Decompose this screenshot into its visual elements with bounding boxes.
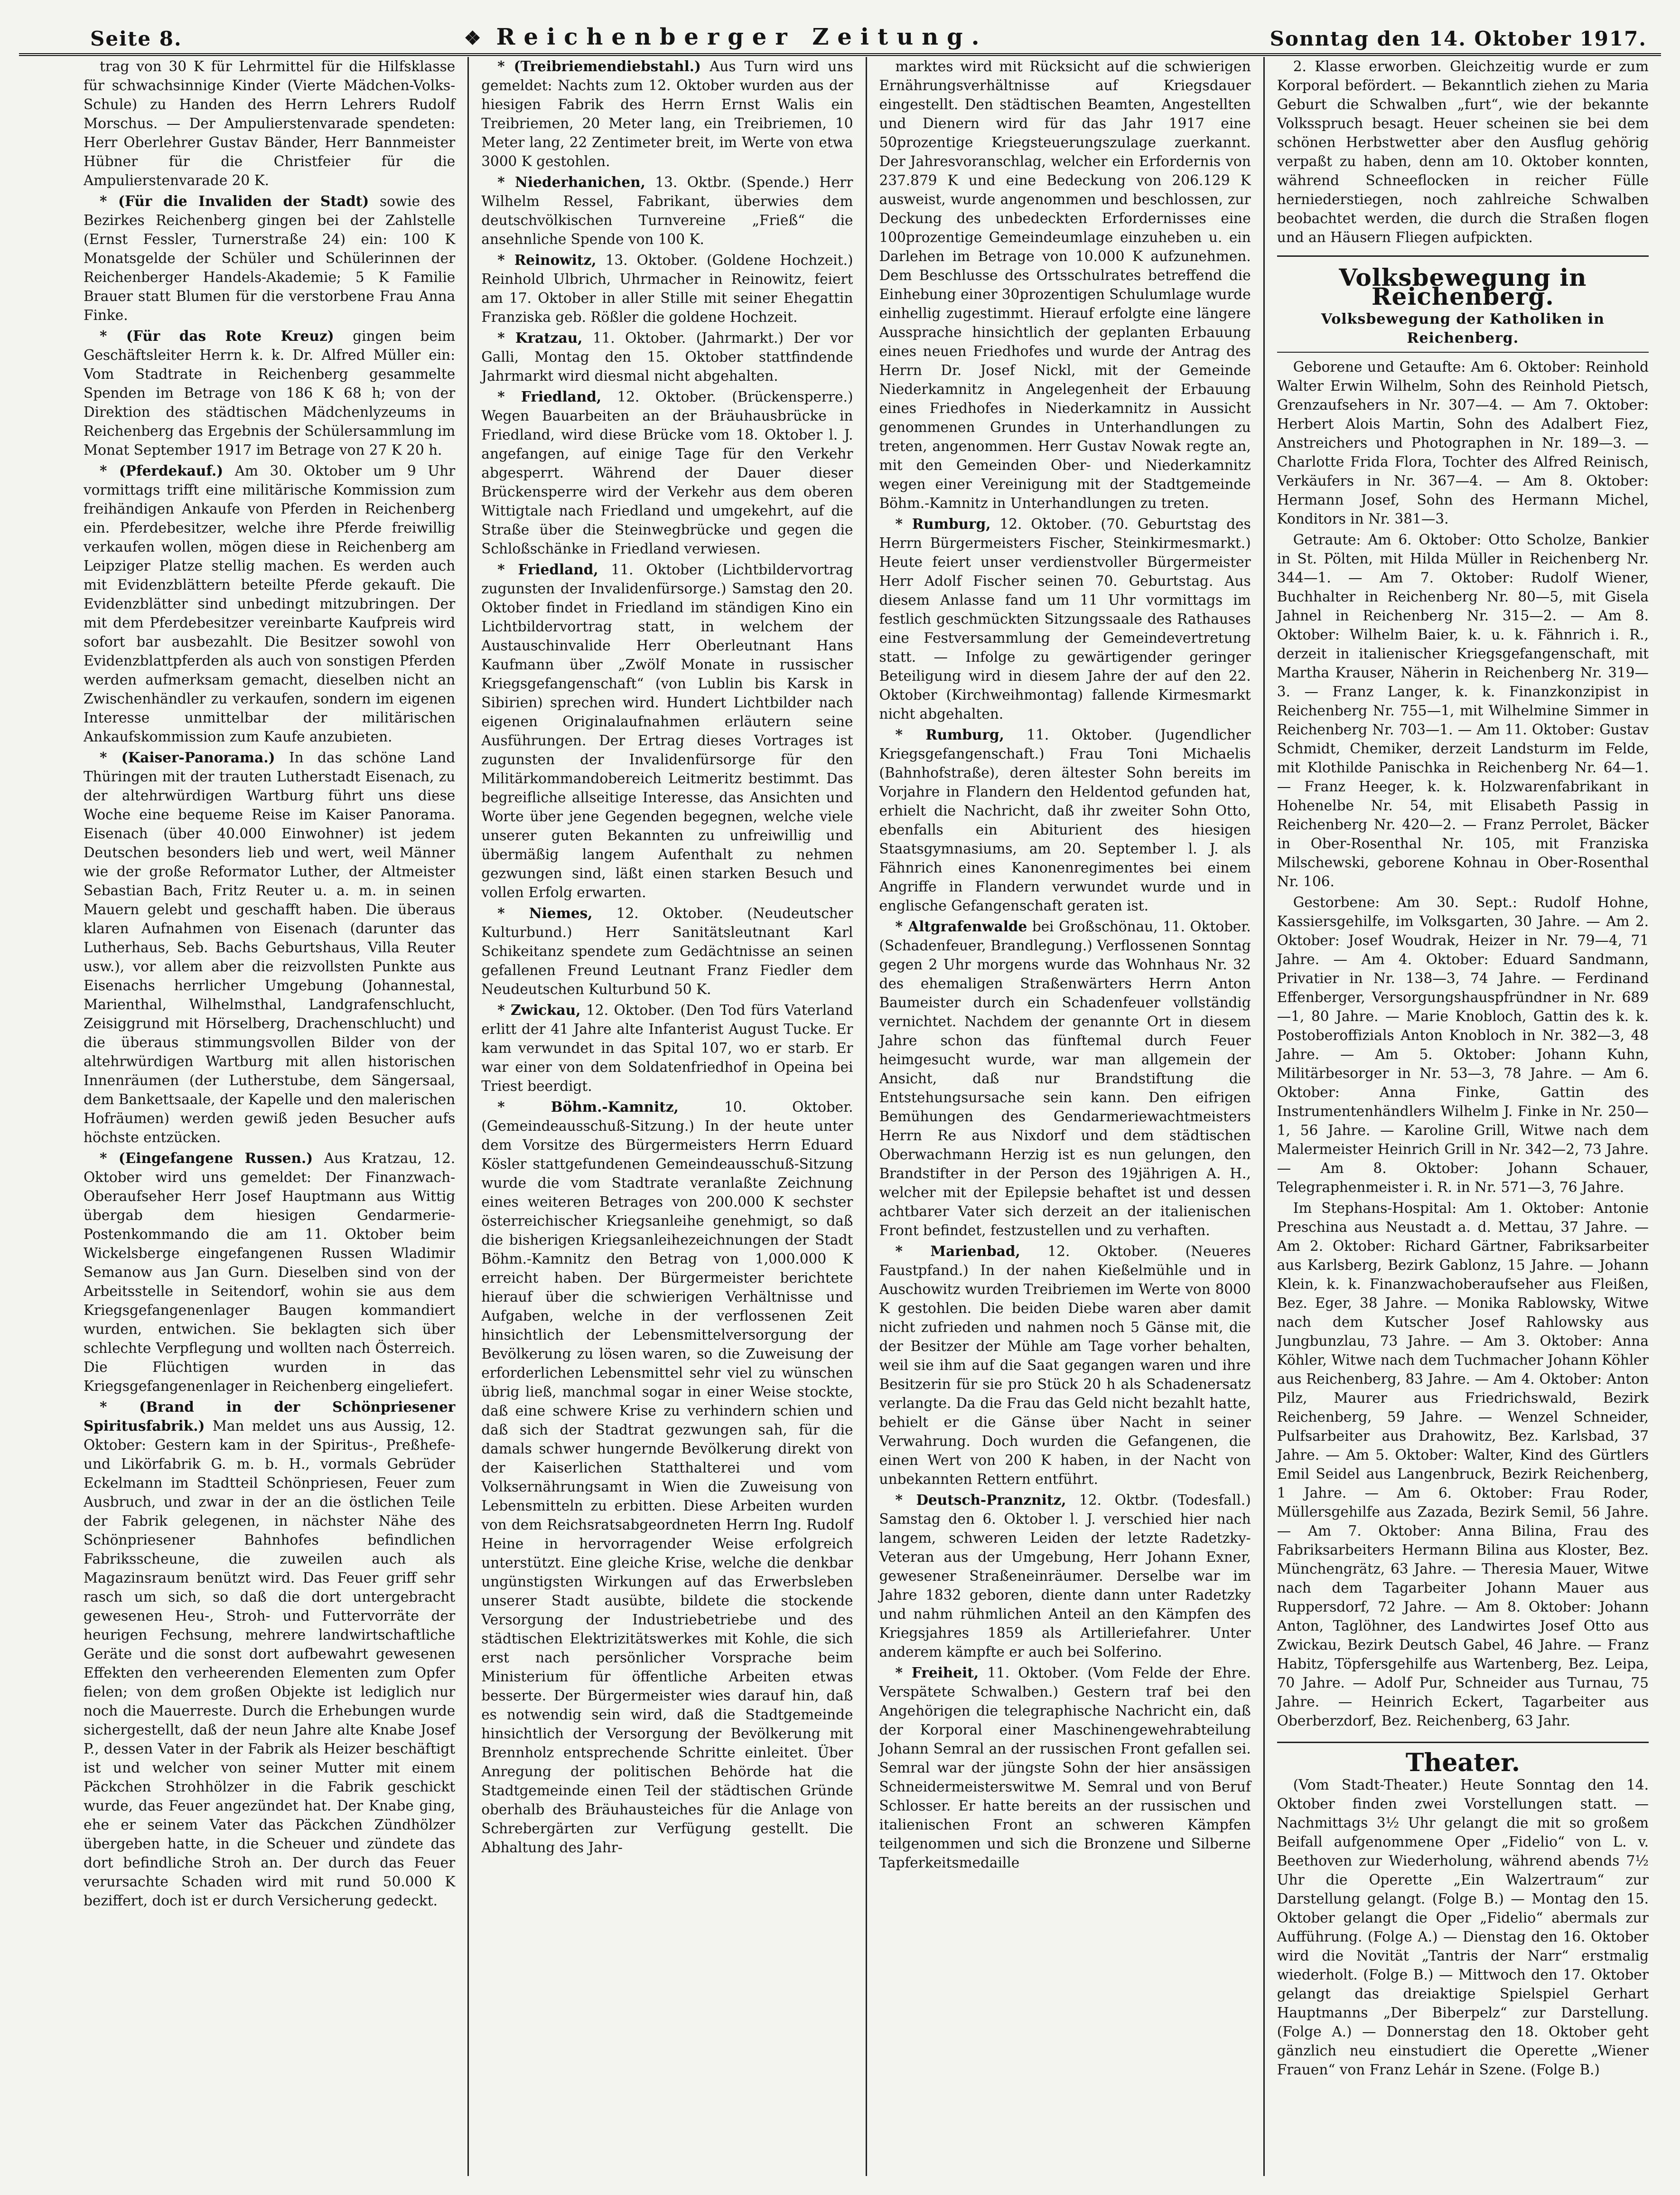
article-text: 11. Oktober (Lichtbildervortrag zugunsten der Invalidenfürsorge.) Samstag den 20. Oktober findet in Friedland im ständigen Kino ein Lichtbildervortrag statt, in welchem der Austauschinvalide Herr Oberleutnant Hans Kaufmann über „Zwölf Monate in russischer Kriegsgefangenschaft“ (von Lublin bis Karsk in Sibirien) sprechen wird. Hundert Lichtbilder nach eigenen Originalaufnahmen erläutern seine Ausführungen. Der Ertrag dieses Vortrages ist zugunsten der Invalidenfürsorge für den Militärkommandobereich Leitmeritz bestimmt. Das begreifliche allseitige Interesse, das Ansichten und Worte über jene Gegenden begegnen, welche viele unserer guten Bekannten zu unfreiwillig und übermäßig langem Aufenthalt zu nehmen gezwungen sind, läßt einen starken Besuch und vollen Erfolg erwarten.	[481, 562, 853, 901]
article-text: 12. Oktober. (Neueres Faustpfand.) In der nahen Kießelmühle und in Auschowitz wurden Treibriemen im Werte von 8000 K gestohlen. Die beiden Diebe waren aber damit nicht zufrieden und nahmen noch 5 Gänse mit, die der Besitzer der Mühle am Tage vorher behalten, weil sie ihm auf die Saat gegangen waren und ihre Besitzerin für sie pro Stück 20 h als Schadenersatz verlangte. Da die Frau das Geld nicht bezahlt hatte, behielt er die Gänse über Nacht in seiner Verwahrung. Doch wurden die Gefangenen, die einen Wert von 200 K haben, in der Nacht von unbekannten Rettern entführt.	[879, 1243, 1251, 1487]
ornament-icon: ❖	[464, 27, 490, 49]
article	[1277, 57, 1649, 247]
newspaper-title	[464, 24, 988, 50]
volksbewegung-paragraph: Gestorbene: Am 30. Sept.: Rudolf Hohne, Kassiersgehilfe, im Volksgarten, 30 Jahre. — Am 2. Oktober: Josef Woudrak, Heizer in Nr. 79—4, 71 Jahre. — Am 4. Oktober: Eduard Sandmann, Privatier in Nr. 138—3, 74 Jahre. — Ferdinand Effenberger, Versorgungshauspfründner in Nr. 689—1, 80 Jahre. — Marie Knobloch, Gattin des k. k. Postoberoffizials Anton Knobloch in Nr. 382—3, 48 Jahre. — Am 5. Oktober: Johann Kuhn, Militärbesorger in Nr. 53—3, 78 Jahre. — Am 6. Oktober: Anna Finke, Gattin des Instrumentenhändlers Wilhelm J. Finke in Nr. 250—1, 56 Jahre. — Karoline Grill, Witwe nach dem Malermeister Heinrich Grill in Nr. 342—2, 73 Jahre. — Am 8. Oktober: Johann Schauer, Telegraphenmeister i. R. in Nr. 571—3, 76 Jahre.	[1277, 894, 1649, 1195]
article-heading: * Marienbad,	[895, 1243, 1020, 1259]
article-text: sowie des Bezirkes Reichenberg gingen bei der Zahlstelle (Ernst Fessler, Turnerstraße 24) ein: 100 K Monatsgelde der Schüler und Schülerinnen der Reichenberger Handels-Akademie; 5 K Familie Brauer statt Blumen für die verstorbene Frau Anna Finke.	[84, 193, 456, 323]
article-text: In das schöne Land Thüringen mit der trauten Lutherstadt Eisenach, zu der altehrwürdigen Wartburg führt uns diese Woche eine bequeme Reise im Kaiser Panorama. Eisenach (über 40.000 Einwohner) ist jedem Deutschen besonders lieb und wert, weil Männer wie der große Reformator Luther, der Altmeister Sebastian Bach, Fritz Reuter u. a. m. in seinen Mauern gelebt und geschafft haben. Die überaus klaren Aufnahmen von Eisenach (darunter das Lutherhaus, Seb. Bachs Geburtshaus, Villa Reuter usw.), vor allem aber die reizvollsten Punkte aus Eisenachs herrlicher Umgebung (Johannestal, Marienthal, Wilhelmsthal, Landgrafenschlucht, Zeisiggrund mit Hörselberg, Drachenschlucht) und die überaus stimmungsvollen Bilder von der altehrwürdigen Wartburg mit allen historischen Innenräumen (der Lutherstube, dem Sängersaal, dem Bankettsaale, der Kapelle und den malerischen Hofräumen) werden gewiß jeden Besucher aufs höchste entzücken.	[84, 750, 456, 1145]
article-text: 12. Oktober. (Den Tod fürs Vaterland erlitt der 41 Jahre alte Infanterist August Tucke. Er kam verwundet in das Spital 107, wo er starb. Er war einer von dem Soldatenfriedhof in Opeina bei Triest beerdigt.	[481, 1002, 853, 1094]
article-heading: * Deutsch-Pranznitz,	[895, 1491, 1066, 1508]
column-4-articles	[1277, 57, 1649, 247]
article	[84, 1149, 455, 1396]
theater-title: Theater.	[1277, 1742, 1649, 1773]
volksbewegung-subtitle: Volksbewegung der Katholiken in Reichenberg.	[1277, 310, 1649, 353]
newspaper-title-text: Reichenberger Zeitung.	[496, 24, 988, 50]
article-text: 13. Oktbr. (Spende.) Herr Wilhelm Ressel, Fabrikant, überwies dem deutschvölkischen Turnvereine „Frieß“ die ansehnliche Spende von 100 K.	[481, 174, 853, 247]
column-3	[866, 57, 1263, 2176]
article-text: marktes wird mit Rücksicht auf die schwierigen Ernährungsverhältnisse auf Kriegsdauer eingestellt. Den städtischen Beamten, Angestellten und Dienern wird für das Jahr 1917 eine 50prozentige Kriegsteuerungszulage zuerkannt. Der Jahresvoranschlag, welcher ein Erfordernis von 237.879 K und eine Bedeckung von 206.129 K ausweist, wurde angenommen und beschlossen, zur Deckung des unbedeckten Erfordernisses eine 100prozentige Gemeindeumlage einzuheben u. ein Darlehen im Betrage von 10.000 K aufzunehmen. Dem Beschlusse des Ortsschulrates betreffend die Einhebung einer 30prozentigen Schulumlage wurde einhellig zugestimmt. Hierauf erfolgte eine längere Aussprache hinsichtlich der geplanten Erbauung eines neuen Friedhofes und wurde der Antrag des Herrn Dr. Josef Nickl, mit der Gemeinde Niederkamnitz in Angelegenheit der Erbauung eines Friedhofes in Niederkamnitz in Aussicht genommenen Grundes in Unterhandlungen zu treten, angenommen. Herr Gustav Nowak regte an, mit den Gemeinden Ober- und Niederkamnitz wegen einer Vereinigung mit der Stadtgemeinde Böhm.-Kamnitz in Unterhandlungen zu treten.	[879, 58, 1251, 511]
article-heading: * (Treibriemendiebstahl.)	[497, 58, 701, 75]
article	[481, 251, 853, 327]
article	[879, 725, 1251, 915]
article-text: Aus Kratzau, 12. Oktober wird uns gemeldet: Der Finanzwach-Oberaufseher Herr Josef Hauptmann aus Wittig übergab dem hiesigen Gendarmerie-Postenkommando die am 11. Oktober beim Wickelsberge eingefangenen Russen Wladimir Semanow aus Jan Gurn. Dieselben sind von der Arbeitsstelle in Seitendorf, wohin sie aus dem Kriegsgefangenenlager Baugen kommandiert wurden, entwichen. Sie beklagten sich über schlechte Verpflegung und wollten nach Österreich. Die Flüchtigen wurden in das Kriegsgefangenenlager in Reichenberg eingeliefert.	[84, 1150, 456, 1394]
article-text: bei Großschönau, 11. Oktober. (Schadenfeuer, Brandlegung.) Verflossenen Sonntag gegen 2 Uhr morgens wurde das Wohnhaus Nr. 32 des ehemaligen Straßenwärters Herrn Anton Baumeister durch ein Schadenfeuer vollständig vernichtet. Nachdem der genannte Ort in diesem Jahre schon das fünftemal durch Feuer heimgesucht wurde, war man allgemein der Ansicht, daß nur Brandstiftung die Entstehungsursache sein kann. Den eifrigen Bemühungen des Gendarmeriewachtmeisters Herrn Re aus Nixdorf und dem städtischen Oberwachmann Herzig ist es nun gelungen, den Brandstifter in der Person des 19jährigen A. H., welcher mit der Epilepsie behaftet ist und dessen achtbarer Vater sich derzeit an der italienischen Front befindet, festzustellen und zu verhaften.	[879, 919, 1251, 1238]
article-text: 12. Oktbr. (Todesfall.) Samstag den 6. Oktober l. J. verschied hier nach langem, schweren Leiden der letzte Radetzky-Veteran aus der Umgebung, Herr Johann Exner, gewesener Straßeneinräumer. Derselbe war im Jahre 1832 geboren, diente dann unter Radetzky und nahm rühmlichen Anteil an den Kämpfen des Kriegsjahres 1859 als Artilleriefahrer. Unter anderem kämpfte er auch bei Solferino.	[879, 1492, 1251, 1660]
column-1	[71, 57, 467, 2176]
article-heading: * Friedland,	[497, 388, 602, 405]
page-number: Seite 8.	[90, 27, 182, 50]
volksbewegung-paragraph: Im Stephans-Hospital: Am 1. Oktober: Antonie Preschina aus Neustadt a. d. Mettau, 37 Jahre. — Am 2. Oktober: Richard Gärtner, Fabriksarbeiter aus Karlsberg, Bezirk Gablonz, 15 Jahre. — Johann Klein, k. k. Finanzwachoberaufseher aus Fleißen, Bez. Eger, 38 Jahre. — Monika Rablowsky, Witwe nach dem Kutscher Josef Rahlowsky aus Jungbunzlau, 73 Jahre. — Am 3. Oktober: Anna Köhler, Witwe nach dem Tuchmacher Johann Köhler aus Reichenberg, 83 Jahre. — Am 4. Oktober: Anton Pilz, Maurer aus Friedrichswald, Bezirk Reichenberg, 59 Jahre. — Wenzel Schneider, Pulfsarbeiter aus Drahowitz, Bez. Karlsbad, 37 Jahre. — Am 5. Oktober: Walter, Kind des Gürtlers Emil Seidel aus Langenbruck, Bezirk Reichenberg, 1 Jahre. — Am 6. Oktober: Frau Roder, Müllersgehilfe aus Zazada, Bezirk Semil, 56 Jahre. — Am 7. Oktober: Anna Bilina, Frau des Fabriksarbeiters Hermann Bilina aus Kloster, Bez. Münchengrätz, 63 Jahre. — Theresia Mauer, Witwe nach dem Tagarbeiter Johann Mauer aus Ruppersdorf, 72 Jahre. — Am 8. Oktober: Johann Anton, Taglöhner, des Landwirtes Josef Otto aus Zwickau, Bezirk Deutsch Gabel, 46 Jahre. — Franz Habitz, Töpfersgehilfe aus Wartenberg, Bez. Leipa, 70 Jahre. — Adolf Pur, Schneider aus Turnau, 75 Jahre. — Heinrich Eckert, Tagarbeiter aus Oberberzdorf, Bez. Reichenberg, 63 Jahr.	[1277, 1200, 1649, 1729]
issue-date: Sonntag den 14. Oktober 1917.	[1269, 27, 1647, 50]
masthead	[19, 13, 1661, 56]
article-heading: * Zwickau,	[497, 1002, 581, 1018]
article-heading: * Altgrafenwalde	[895, 918, 1027, 935]
article-text: Man meldet uns aus Aussig, 12. Oktober: Gestern kam in der Spiritus-, Preßhefe- und Likörfabrik G. m. b. H., vormals Gebrüder Eckelmann im Stadtteil Schönpriesen, Feuer zum Ausbruch, und zwar in der an die östlichen Teile der Fabrik gelegenen, in nächster Nähe des Schönpriesener Bahnhofes befindlichen Fabriksscheune, die zuweilen auch als Magazinsraum benützt wird. Das Feuer griff sehr rasch um sich, so daß die dort untergebracht gewesenen Heu-, Stroh- und Futtervorräte der heurigen Fechsung, mehrere landwirtschaftliche Geräte und die sonst dort aufbewahrt gewesenen Effekten den verheerenden Elementen zum Opfer fielen; von dem großen Objekte ist lediglich nur noch die Mauerreste. Durch die Erhebungen wurde sichergestellt, daß der neun Jahre alte Knabe Josef P., dessen Vater in der Fabrik als Heizer beschäftigt ist und welcher von seiner Mutter mit einem Päckchen Strohhölzer in die Fabrik geschickt wurde, das Feuer angezündet hat. Der Knabe ging, ehe er seinem Vater das Päckchen Zündhölzer übergeben hatte, in die Scheuer und zündete das dort befindliche Stroh an. Der durch das Feuer verursachte Schaden wird mit rund 50.000 K beziffert, doch ist er durch Versicherung gedeckt.	[84, 1418, 456, 1909]
article	[879, 57, 1251, 513]
article-heading: * (Für die Invaliden der Stadt)	[100, 193, 369, 209]
column-2	[467, 57, 865, 2176]
article-text: gingen beim Geschäftsleiter Herrn k. k. Dr. Alfred Müller ein: Vom Stadtrate in Reichenberg gesammelte Spenden im Betrage von 186 K 68 h; von der Direktion des städtischen Mädchenlyzeums in Reichenberg das Ergebnis der Schülersammlung im Monat September 1917 im Betrage von 27 K 20 h.	[84, 328, 456, 458]
article-text: 11. Oktober. (Vom Felde der Ehre. Verspätete Schwalben.) Gestern traf bei den Angehörigen die telegraphische Nachricht ein, daß der Korporal einer Maschinengewehrabteilung Johann Semral an der russischen Front gefallen sei. Semral war der jüngste Sohn der hier ansässigen Schneidermeisterswitwe M. Semral und von Beruf Schlosser. Er hatte bereits an der russischen und italienischen Front an schweren Kämpfen teilgenommen und sich die Bronzene und Silberne Tapferkeitsmedaille	[879, 1665, 1251, 1871]
article	[481, 904, 853, 999]
article-heading: * Rumburg,	[895, 516, 991, 532]
article	[481, 1001, 853, 1096]
article	[84, 461, 455, 746]
article-text: Am 30. Oktober um 9 Uhr vormittags trifft eine militärische Kommission zum freihändigen Ankaufe von Pferden in Reichenberg ein. Pferdebesitzer, welche ihre Pferde freiwillig verkaufen wollen, mögen diese in Reichenberg am Leipziger Platze stellig machen. Es werden auch mit Evidenzblättern beteilte Pferde gekauft. Die Evidenzblätter sind unbedingt mitzubringen. Der mit dem Pferdebesitzer vereinbarte Kaufpreis wird sofort bar ausbezahlt. Die Besitzer sowohl von Evidenzblattpferden als auch von sonstigen Pferden werden aufmerksam gemacht, dieselben nicht an Zwischenhändler zu verkaufen, sondern im eigenen Interesse unmittelbar der militärischen Ankaufskommission zum Kaufe anzubieten.	[84, 463, 456, 745]
article-heading: * Kratzau,	[497, 329, 583, 346]
article	[84, 1398, 455, 1910]
columns	[71, 57, 1661, 2176]
article-text: 12. Oktober. (Brückensperre.) Wegen Bauarbeiten an der Bräuhausbrücke in Friedland, wird diese Brücke vom 18. Oktober l. J. angefangen, auf einige Tage für den Verkehr abgesperrt. Während der Dauer dieser Brückensperre wird der Verkehr aus dem oberen Wittigtale nach Friedland und umgekehrt, auf die Straße über die Steinwegbrücke und gegen die Schloßschänke in Friedland verwiesen.	[481, 389, 853, 557]
article-heading: * Niemes,	[497, 905, 593, 921]
article	[481, 173, 853, 249]
article	[84, 192, 455, 325]
article	[879, 1242, 1251, 1489]
article	[84, 748, 455, 1147]
article	[879, 917, 1251, 1240]
article-heading: * Friedland,	[497, 561, 598, 578]
article	[481, 328, 853, 385]
article-heading: * (Brand in der Schönpriesener Spiritusfabrik.)	[84, 1398, 456, 1434]
article	[481, 1098, 853, 1857]
article-text: 11. Oktober. (Jahrmarkt.) Der vor Galli, Montag den 15. Oktober stattfindende Jahrmarkt wird diesmal nicht abgehalten.	[481, 330, 853, 384]
theater-article: (Vom Stadt-Theater.) Heute Sonntag den 14. Oktober finden zwei Vorstellungen statt. — Nachmittags 3½ Uhr gelangt die mit so großem Beifall aufgenommene Oper „Fidelio“ von L. v. Beethoven zur Wiederholung, während abends 7½ Uhr die Operette „Ein Walzertraum“ zur Darstellung gelangt. (Folge B.) — Montag den 15. Oktober gelangt die Oper „Fidelio“ abermals zur Aufführung. (Folge A.) — Dienstag den 16. Oktober wird die Novität „Tantris der Narr“ erstmalig wiederholt. (Folge B.) — Mittwoch den 17. Oktober gelangt das dreiaktige Spielspiel Gerhart Hauptmanns „Der Biberpelz“ zur Darstellung. (Folge A.) — Donnerstag den 18. Oktober geht gänzlich neu einstudiert die Operette „Wiener Frauen“ von Franz Lehár in Szene. (Folge B.)	[1277, 1777, 1649, 2078]
article-heading: * (Eingefangene Russen.)	[100, 1150, 313, 1166]
article-heading: * Böhm.-Kamnitz,	[497, 1098, 679, 1115]
volksbewegung-paragraph: Geborene und Getaufte: Am 6. Oktober: Reinhold Walter Erwin Wilhelm, Sohn des Reinhold Pietsch, Grenzaufsehers in Nr. 307—4. — Am 7. Oktober: Herbert Alois Martin, Sohn des Adalbert Fiez, Anstreichers und Photographen in Nr. 189—3. — Charlotte Frida Flora, Tochter des Alfred Reinisch, Verkäufers in Nr. 367—4. — Am 8. Oktober: Hermann Josef, Sohn des Hermann Michel, Konditors in Nr. 381—3.	[1277, 359, 1649, 527]
article-text: trag von 30 K für Lehrmittel für die Hilfsklasse für schwachsinnige Kinder (Vierte Mädchen-Volks-Schule) zu Handen des Herrn Lehrers Rudolf Morschus. — Der Ampulierstenvarade spendeten: Herr Oberlehrer Gustav Bänder, Herr Bannmeister Hübner für die Christfeier für die Ampulierstenvarade 20 K.	[84, 58, 456, 188]
article-heading: * (Für das Rote Kreuz)	[100, 328, 334, 344]
article	[879, 515, 1251, 723]
article-heading: * Niederhanichen,	[497, 174, 646, 190]
volksbewegung-title: Volksbewegung in Reichenberg.	[1277, 255, 1649, 306]
article-text: 11. Oktober. (Jugendlicher Kriegsgefangenschaft.) Frau Toni Michaelis (Bahnhofstraße), deren ältester Sohn bereits im Vorjahre in Flandern den Heldentod gefunden hat, erhielt die Nachricht, daß ihr zweiter Sohn Otto, ebenfalls ein Abiturient des hiesigen Staatsgymnasiums, am 20. September l. J. als Fähnrich eines Kanonenregimentes bei einem Angriffe in Flandern verwundet wurde und in englische Gefangenschaft geraten ist.	[879, 727, 1251, 914]
article	[84, 327, 455, 460]
article-text: Aus Turn wird uns gemeldet: Nachts zum 12. Oktober wurden aus der hiesigen Fabrik des Herrn Ernst Walis ein Treibriemen, 20 Meter lang, ein Treibriemen, 10 Meter lang, 22 Zentimeter breit, im Werte von etwa 3000 K gestohlen.	[481, 58, 853, 169]
article-text: 12. Oktober. (70. Geburtstag des Herrn Bürgermeisters Fischer, Steinkirmesmarkt.) Heute feiert unser verdienstvoller Bürgermeister Herr Adolf Fischer seinen 70. Geburtstag. Aus diesem Anlasse fand um 11 Uhr vormittags im festlich geschmückten Sitzungssaale des Rathauses eine Festversammlung der Gemeindevertretung statt. — Infolge zu gewärtigender geringer Beteiligung wird in diesem Jahre der auf den 22. Oktober (Kirchweihmontag) fallende Kirmesmarkt nicht abgehalten.	[879, 516, 1251, 722]
column-4	[1263, 57, 1661, 2176]
article	[481, 387, 853, 558]
volksbewegung-paragraph: Getraute: Am 6. Oktober: Otto Scholze, Bankier in St. Pölten, mit Hilda Müller in Reichenberg Nr. 344—1. — Am 7. Oktober: Rudolf Wiener, Buchhalter in Reichenberg Nr. 80—5, mit Gisela Jahnel in Reichenberg Nr. 315—2. — Am 8. Oktober: Wilhelm Baier, k. u. k. Fähnrich i. R., derzeit in italienischer Kriegsgefangenschaft, mit Martha Krauser, Näherin in Reichenberg Nr. 319—3. — Franz Langer, k. k. Finanzkonzipist in Reichenberg Nr. 755—1, mit Wilhelmine Simmer in Reichenberg Nr. 703—1. — Am 11. Oktober: Gustav Schmidt, Chemiker, derzeit Landsturm im Felde, mit Klothilde Panischka in Reichenberg Nr. 64—1. — Franz Heeger, k. k. Holzwarenfabrikant in Hohenelbe Nr. 54, mit Elisabeth Passig in Reichenberg Nr. 420—2. — Franz Perrolet, Bäcker in Ober-Rosenthal Nr. 105, mit Franziska Milschewski, geborene Kohnau in Ober-Rosenthal Nr. 106.	[1277, 532, 1649, 890]
article-heading: * (Pferdekauf.)	[100, 462, 224, 479]
article-text: 10. Oktober. (Gemeindeausschuß-Sitzung.) In der heute unter dem Vorsitze des Bürgermeisters Herrn Eduard Kösler stattgefundenen Gemeindeausschuß-Sitzung wurde die vom Stadtrate veranlaßte Zeichnung eines weiteren Betrages von 200.000 K sechster österreichischer Kriegsanleihe genehmigt, so daß die bisherigen Kriegsanleihezeichnungen der Stadt Böhm.-Kamnitz den Betrag von 1,000.000 K erreicht haben. Der Bürgermeister berichtete hierauf über die schwierigen Verhältnisse und Aufgaben, welche in der verflossenen Zeit hinsichtlich der Lebensmittelversorgung der Bevölkerung zu lösen waren, so die Zuweisung der erforderlichen Lebensmittel sehr viel zu wünschen übrig ließ, manchmal sogar in einer Weise stockte, daß eine schwere Krise zu verhindern schien und daß sich der Stadtrat gezwungen sah, für die damals schwer hungernde Bevölkerung direkt von der Kaiserlichen Statthalterei und vom Volksernährungsamt in Wien die Zuweisung von Lebensmitteln zu erbitten. Diese Arbeiten wurden von dem Reichsratsabgeordneten Herrn Ing. Rudolf Heine in hervorragender Weise erfolgreich unterstützt. Eine gleiche Krise, welche die denkbar ungünstigsten Wirkungen auf das Erwerbsleben unserer Stadt ausübte, bildete die stockende Versorgung der Industriebetriebe und des städtischen Elektrizitätswerkes mit Kohle, die sich erst nach persönlicher Vorsprache beim Ministerium für öffentliche Arbeiten etwas besserte. Der Bürgermeister wies darauf hin, daß es notwendig sein wird, daß die Stadtgemeinde hinsichtlich der Versorgung der Bevölkerung mit Brennholz entsprechende Schritte einleitet. Über Anregung der politischen Behörde hat die Stadtgemeinde einen Teil der städtischen Gründe oberhalb des Bräuhausteiches für die Anlage von Schrebergärten zur Verfügung gestellt. Die Abhaltung des Jahr-	[481, 1099, 853, 1856]
article-heading: * (Kaiser-Panorama.)	[100, 749, 275, 766]
article-text: 2. Klasse erworben. Gleichzeitig wurde er zum Korporal befördert. — Bekanntlich ziehen zu Maria Geburt die Schwalben „furt“, wie der bekannte Volksspruch besagt. Heuer scheinen sie bei dem schönen Herbstwetter aber den Ausflug gehörig verpaßt zu haben, denn am 10. Oktober konnten, während Schneeflocken in reicher Fülle herniederstiegen, noch zahlreiche Schwalben beobachtet werden, die durch die Straßen flogen und an Häusern Fliegen aufpickten.	[1277, 58, 1649, 245]
article-text: 13. Oktober. (Goldene Hochzeit.) Reinhold Ulbrich, Uhrmacher in Reinowitz, feiert am 17. Oktober in aller Stille mit seiner Ehegattin Franziska geb. Rößler die goldene Hochzeit.	[481, 252, 853, 325]
article-text: 12. Oktober. (Neudeutscher Kulturbund.) Herr Sanitätsleutnant Karl Schikeitanz spendete zum Gedächtnisse an seinen gefallenen Freund Leutnant Franz Fiedler dem Neudeutschen Kulturbund 50 K.	[481, 905, 853, 997]
article-heading: * Rumburg,	[895, 726, 1004, 743]
article-heading: * Freiheit,	[895, 1664, 979, 1681]
article	[879, 1491, 1251, 1661]
article-heading: * Reinowitz,	[497, 252, 597, 268]
article	[84, 57, 455, 190]
article	[481, 560, 853, 902]
article	[481, 57, 853, 171]
article	[879, 1663, 1251, 1872]
volksbewegung-body	[1277, 357, 1649, 1730]
